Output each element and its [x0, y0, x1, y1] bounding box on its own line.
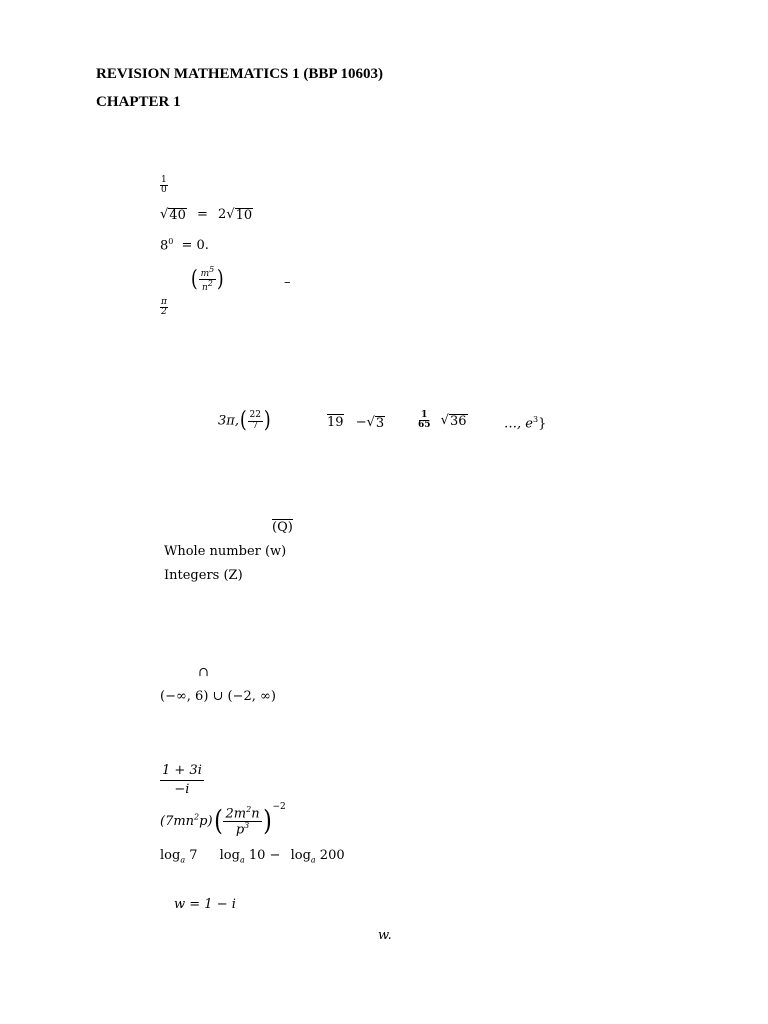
one-over-65-sqrt-36: $\frac{1}{65}$ √ 36 — [418, 410, 467, 431]
integers-label: Integers (Z) — [164, 568, 243, 583]
w-variable: w. — [378, 928, 392, 943]
intersection-symbol: ∩ — [198, 665, 209, 680]
pi-over-two: $\frac{\pi}{2}$ — [161, 297, 167, 318]
sqrt-equation: √ 40 = 2√ 10 — [160, 207, 253, 223]
overline-nineteen-minus-sqrt-three: 19 −√ 3 — [327, 415, 385, 431]
sqrt-40: √ 40 — [160, 207, 186, 223]
m-over-n-expression: ( $\frac{m^5}{n^2}$ ) — [190, 265, 224, 294]
interval-union: (−∞, 6) ∪ (−2, ∞) — [160, 689, 276, 704]
complex-fraction: $\frac{1 + 3i}{-i}$ — [162, 763, 202, 797]
power-expression: $(7mn^2p)$( $\frac{2m^2n}{p^3}$ )$^{-2}$ — [160, 801, 286, 838]
w-equation: w = 1 − i — [174, 897, 236, 912]
rational-set-overline: (Q) — [272, 520, 293, 535]
three-pi-expression: 3π,( $\frac{22}{7}$ ) — [218, 408, 271, 433]
chapter-heading: CHAPTER 1 — [96, 94, 181, 110]
zero-exponent-statement: $8^0 = 0$. — [160, 237, 209, 254]
dash-mark: – — [284, 275, 291, 290]
document-title: REVISION MATHEMATICS 1 (BBP 10603) — [96, 66, 383, 82]
whole-number-label: Whole number (w) — [164, 544, 287, 559]
fraction-one-over-zero: $\frac{1}{0}$ — [161, 175, 167, 196]
ellipsis-e-cubed: …, $e^3$} — [504, 415, 547, 432]
logarithm-list: $\log_a 7$ $\log_a 10 - \log_a 200$ — [160, 848, 345, 865]
sqrt-10: √ 10 — [226, 207, 253, 223]
